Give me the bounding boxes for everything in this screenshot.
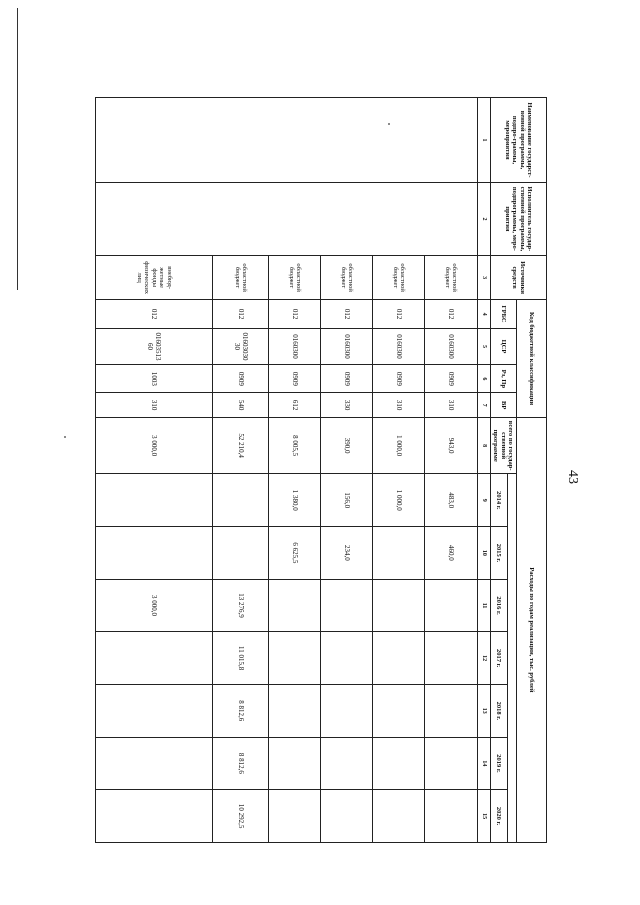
column-number: 8 bbox=[477, 417, 490, 474]
grbs-cell: 012 bbox=[96, 300, 213, 328]
budget-table-rotated bbox=[95, 97, 547, 843]
header-year: 2014 г. bbox=[490, 474, 507, 527]
header-year: 2016 г. bbox=[490, 579, 507, 632]
vr-cell: 540 bbox=[213, 393, 269, 417]
rzpr-cell: 0909 bbox=[321, 365, 373, 393]
total-cell: 52 210,4 bbox=[213, 417, 269, 474]
column-number: 3 bbox=[477, 255, 490, 300]
vr-cell: 310 bbox=[96, 393, 213, 417]
rzpr-cell: 0909 bbox=[213, 365, 269, 393]
csr-cell: 0160300 bbox=[373, 328, 425, 364]
program-name-cell bbox=[96, 98, 478, 183]
header-year: 2019 г. bbox=[490, 737, 507, 790]
grbs-cell: 012 bbox=[373, 300, 425, 328]
year-cell: 1 000,0 bbox=[373, 474, 425, 527]
column-number: 6 bbox=[477, 365, 490, 393]
header-total: всего по государ-ственной программе bbox=[490, 417, 516, 474]
year-cell bbox=[96, 474, 213, 527]
vr-cell: 310 bbox=[373, 393, 425, 417]
year-cell bbox=[373, 737, 425, 790]
source-cell: областной бюджет bbox=[373, 255, 425, 300]
year-cell bbox=[373, 527, 425, 580]
header-vr: ВР bbox=[490, 393, 516, 417]
grbs-cell: 012 bbox=[268, 300, 320, 328]
rzpr-cell: 0909 bbox=[425, 365, 477, 393]
source-cell: областной бюджет bbox=[268, 255, 320, 300]
header-year: 2020 г. bbox=[490, 790, 507, 843]
header-expenses-by-year: Расходы по годам реализации, тыс. рублей bbox=[516, 417, 546, 842]
column-number: 5 bbox=[477, 328, 490, 364]
year-cell bbox=[425, 790, 477, 843]
year-cell bbox=[373, 579, 425, 632]
year-cell bbox=[96, 737, 213, 790]
year-cell: 460,0 bbox=[425, 527, 477, 580]
year-cell: 234,0 bbox=[321, 527, 373, 580]
year-cell: 3 000,0 bbox=[96, 579, 213, 632]
grbs-cell: 012 bbox=[213, 300, 269, 328]
rzpr-cell: 0909 bbox=[373, 365, 425, 393]
column-number: 7 bbox=[477, 393, 490, 417]
executor-cell bbox=[96, 183, 478, 256]
total-cell: 3 000,0 bbox=[96, 417, 213, 474]
header-year: 2015 г. bbox=[490, 527, 507, 580]
year-cell bbox=[425, 579, 477, 632]
year-cell bbox=[268, 790, 320, 843]
source-cell: областной бюджет bbox=[213, 255, 269, 300]
year-cell: 156,0 bbox=[321, 474, 373, 527]
csr-cell: 0160300 bbox=[425, 328, 477, 364]
header-program-name: Наименование государст-венной программы, подпро-граммы, мероприятия bbox=[490, 98, 546, 183]
year-cell bbox=[96, 527, 213, 580]
header-budget-codes: Код бюджетной классификации bbox=[516, 300, 546, 417]
header-executor: Исполнитель государ-ственной программы, подпрограммы, меро-приятия bbox=[490, 183, 546, 256]
year-cell bbox=[321, 632, 373, 685]
year-cell: 8 812,6 bbox=[213, 684, 269, 737]
column-number: 1 bbox=[477, 98, 490, 183]
header-grbs: ГРБС bbox=[490, 300, 516, 328]
year-cell bbox=[425, 684, 477, 737]
rzpr-cell: 0909 bbox=[268, 365, 320, 393]
year-cell bbox=[321, 790, 373, 843]
header-csr: ЦСР bbox=[490, 328, 516, 364]
year-cell: 11 015,8 bbox=[213, 632, 269, 685]
header-years-spacer bbox=[507, 474, 516, 843]
year-cell: 483,0 bbox=[425, 474, 477, 527]
csr-cell: 01603513 60 bbox=[96, 328, 213, 364]
year-cell bbox=[96, 632, 213, 685]
vr-cell: 310 bbox=[425, 393, 477, 417]
column-number: 12 bbox=[477, 632, 490, 685]
scan-dot bbox=[64, 436, 66, 438]
header-rzpr: Рз, Пр bbox=[490, 365, 516, 393]
scan-margin-line bbox=[17, 8, 18, 290]
year-cell bbox=[373, 684, 425, 737]
year-cell bbox=[321, 579, 373, 632]
source-cell: областной бюджет bbox=[321, 255, 373, 300]
total-cell: 1 000,0 bbox=[373, 417, 425, 474]
year-cell bbox=[268, 632, 320, 685]
table-row bbox=[425, 98, 477, 843]
year-cell: 13 276,9 bbox=[213, 579, 269, 632]
source-cell: внебюд-жетные фонды физических лиц bbox=[96, 255, 213, 300]
year-cell bbox=[373, 632, 425, 685]
year-cell bbox=[268, 737, 320, 790]
year-cell bbox=[425, 632, 477, 685]
total-cell: 390,0 bbox=[321, 417, 373, 474]
column-number-row bbox=[477, 98, 490, 843]
year-cell bbox=[213, 474, 269, 527]
csr-cell: 0160300 bbox=[321, 328, 373, 364]
year-cell bbox=[268, 684, 320, 737]
column-number: 13 bbox=[477, 684, 490, 737]
column-number: 14 bbox=[477, 737, 490, 790]
source-cell: областной бюджет bbox=[425, 255, 477, 300]
column-number: 2 bbox=[477, 183, 490, 256]
budget-table bbox=[95, 97, 547, 843]
vr-cell: 330 bbox=[321, 393, 373, 417]
year-cell bbox=[213, 527, 269, 580]
year-cell bbox=[321, 684, 373, 737]
page-number: 43 bbox=[565, 470, 580, 484]
header-year: 2017 г. bbox=[490, 632, 507, 685]
year-cell bbox=[268, 579, 320, 632]
rzpr-cell: 1003 bbox=[96, 365, 213, 393]
header-row-1 bbox=[516, 98, 546, 843]
grbs-cell: 012 bbox=[321, 300, 373, 328]
csr-cell: 0160300 bbox=[268, 328, 320, 364]
year-cell: 10 292,5 bbox=[213, 790, 269, 843]
year-cell bbox=[96, 684, 213, 737]
column-number: 9 bbox=[477, 474, 490, 527]
csr-cell: 01603030 30 bbox=[213, 328, 269, 364]
year-cell bbox=[425, 737, 477, 790]
total-cell: 8 005,5 bbox=[268, 417, 320, 474]
year-cell: 1 380,0 bbox=[268, 474, 320, 527]
column-number: 4 bbox=[477, 300, 490, 328]
year-cell bbox=[373, 790, 425, 843]
column-number: 11 bbox=[477, 579, 490, 632]
grbs-cell: 012 bbox=[425, 300, 477, 328]
year-cell bbox=[321, 737, 373, 790]
vr-cell: 612 bbox=[268, 393, 320, 417]
year-cell: 8 812,6 bbox=[213, 737, 269, 790]
column-number: 10 bbox=[477, 527, 490, 580]
column-number: 15 bbox=[477, 790, 490, 843]
header-funding-source: Источники средств bbox=[490, 255, 546, 300]
header-year: 2018 г. bbox=[490, 684, 507, 737]
year-cell bbox=[96, 790, 213, 843]
total-cell: 943,0 bbox=[425, 417, 477, 474]
year-cell: 6 625,5 bbox=[268, 527, 320, 580]
